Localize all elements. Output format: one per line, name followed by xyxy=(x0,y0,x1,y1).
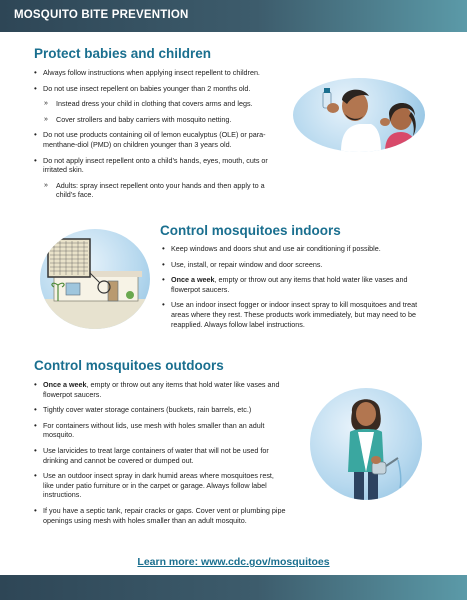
list-item xyxy=(34,380,286,399)
list-item: • Do not use insect repellent on babies younger than 2 months old. xyxy=(34,84,284,94)
list-item: • Always follow instructions when applying insect repellent to children. xyxy=(34,68,284,78)
indoors-list xyxy=(162,244,434,335)
list-item-text: , empty or throw out any items that hold water like vases and flowerpot saucers. xyxy=(43,380,280,399)
list-item: • If you have a septic tank, repair cracks or gaps. Cover vent or plumbing pipe openings using mesh with holes smaller than an adult mosquito. xyxy=(34,506,286,525)
list-subitem: » Adults: spray insect repellent onto your hands and then apply to a child’s face. xyxy=(34,181,284,200)
list-item: • Use larvicides to treat large containers of water that will not be used for drinking and cannot be covered or dumped out. xyxy=(34,446,286,465)
list-item: • Use an outdoor insect spray in dark humid areas where mosquitoes rest, like under patio furniture or in the carpet or garage. Always follow label instructions. xyxy=(34,471,286,500)
parent-child-illustration xyxy=(293,78,425,152)
parent-child-icon xyxy=(293,78,425,152)
house-magnifier-icon xyxy=(40,229,150,329)
list-item: • Do not use products containing oil of lemon eucalyptus (OLE) or para-menthane-diol (PMD) on children younger than 3 years old. xyxy=(34,130,284,149)
babies-list xyxy=(34,68,284,206)
woman-watering-can-icon xyxy=(310,388,422,500)
list-item-text: , empty or throw out any items that hold water like vases and flowerpot saucers. xyxy=(171,275,408,294)
list-item: • For containers without lids, use mesh with holes smaller than an adult mosquito. xyxy=(34,421,286,440)
page-title: MOSQUITO BITE PREVENTION xyxy=(14,9,189,21)
section-title-outdoors: Control mosquitoes outdoors xyxy=(34,358,224,373)
list-item: • Tightly cover water storage containers (buckets, rain barrels, etc.) xyxy=(34,405,286,415)
footer-bar xyxy=(0,575,467,600)
learn-more-link[interactable]: Learn more: www.cdc.gov/mosquitoes xyxy=(137,556,330,568)
list-item xyxy=(162,275,434,294)
list-subitem: » Cover strollers and baby carriers with mosquito netting. xyxy=(34,115,284,125)
house-magnifier-illustration xyxy=(40,229,150,329)
list-item: • Use an indoor insect fogger or indoor insect spray to kill mosquitoes and treat areas where they rest. These products work immediately, but may need to be reapplied. Always follow label instructions. xyxy=(162,300,434,329)
list-subitem: » Instead dress your child in clothing that covers arms and legs. xyxy=(34,99,284,109)
list-item: • Use, install, or repair window and door screens. xyxy=(162,260,434,270)
section-title-indoors: Control mosquitoes indoors xyxy=(160,223,341,238)
list-item: • Keep windows and doors shut and use air conditioning if possible. xyxy=(162,244,434,254)
list-item: • Do not apply insect repellent onto a child’s hands, eyes, mouth, cuts or irritated skin. xyxy=(34,156,284,175)
emphasis-text: Once a week xyxy=(171,275,215,285)
woman-watering-can-illustration xyxy=(310,388,422,500)
outdoors-list xyxy=(34,380,286,531)
emphasis-text: Once a week xyxy=(43,380,87,389)
section-title-babies: Protect babies and children xyxy=(34,46,212,61)
header-bar xyxy=(0,0,467,32)
